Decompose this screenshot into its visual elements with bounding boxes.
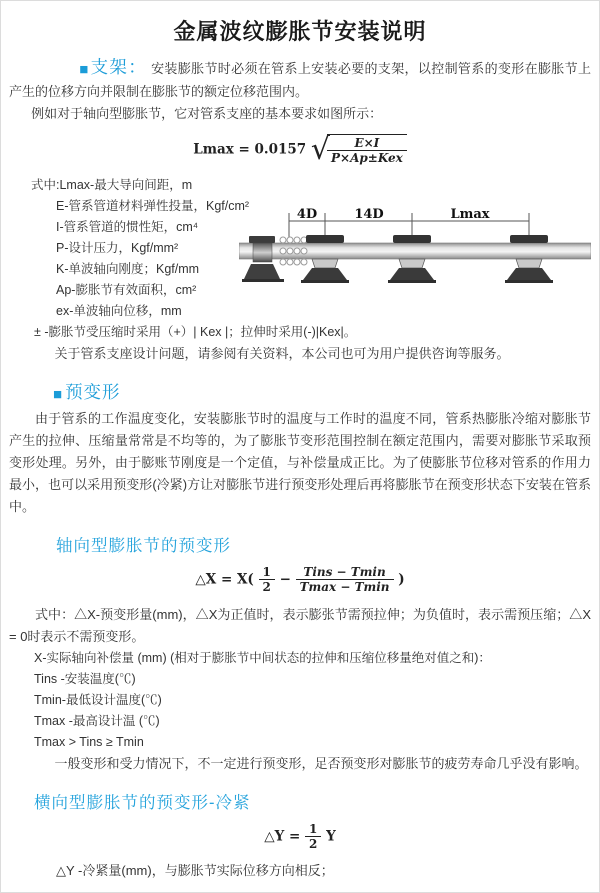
definition-line: Tmax -最高设计温 (℃) — [34, 713, 160, 728]
minus-sign: − — [279, 571, 291, 588]
bellows-icon — [280, 237, 307, 265]
support-section-heading: 支架： — [90, 57, 148, 77]
right-paren: ) — [398, 571, 405, 588]
sqrt-radical-icon: √ — [310, 132, 330, 168]
delta-x-lhs: △X = X( — [195, 571, 254, 588]
half-denominator: 2 — [262, 580, 271, 595]
section-square-icon: ■ — [79, 61, 89, 78]
delta-y-rhs: Y — [326, 827, 336, 844]
half-denominator: 2 — [309, 836, 318, 851]
definition-line: Tmin-最低设计温度(℃) — [34, 692, 162, 707]
lateral-subsection-heading: 横向型膨胀节的预变形-冷紧 — [34, 793, 251, 812]
half-numerator: 1 — [259, 565, 275, 580]
definition-line: X-实际轴向补偿量 (mm) (相对于膨胀节中间状态的拉伸和压缩位移量绝对值之和)： — [34, 650, 491, 665]
pipe-support-diagram — [239, 207, 591, 291]
pipe-support-diagram-svg — [239, 207, 591, 291]
support-example-line: 例如对于轴向型膨胀节，它对管系支座的基本要求如图所示： — [31, 106, 383, 121]
axial-note: 一般变形和受力情况下，不一定进行预变形，足否预变形对膨胀节的疲劳寿命几乎没有影响。 — [54, 755, 588, 771]
half-numerator: 1 — [305, 822, 321, 837]
definition-line: 式中:Lmax-最大导向间距，m — [31, 177, 193, 192]
predeform-section-heading: ■ 预变形 — [53, 381, 121, 403]
dimension-label-14d: 14D — [354, 206, 384, 222]
definition-line: Ap-膨胀节有效面积，cm² — [56, 282, 197, 297]
delta-y-lhs: △Y = — [264, 827, 301, 844]
axial-subsection-heading: 轴向型膨胀节的预变形 — [56, 536, 231, 555]
lmax-formula-denominator: P×Ap±Kex — [330, 151, 403, 166]
dimension-label-lmax: Lmax — [450, 206, 490, 222]
support-paragraph — [9, 56, 591, 103]
definition-line: K-单波轴向刚度；Kgf/mm — [56, 261, 200, 276]
support-definitions-block — [9, 175, 591, 322]
lmax-formula-lhs: Lmax = 0.0157 — [193, 141, 307, 158]
delta-y-formula — [9, 822, 591, 852]
plus-minus-definition: ± -膨胀节受压缩时采用（+）| Kex |；拉伸时采用(-)|Kex|。 — [34, 324, 357, 339]
temp-numerator: Tins − Tmin — [296, 565, 394, 580]
axial-explain-paragraph: 式中：△X-预变形量(mm)，△X为正值时，表示膨张节需预拉伸；为负值时，表示需预压缩；△X = 0时表示不需预变形。 — [9, 606, 591, 644]
lateral-note: △Y -冷紧量(mm)，与膨胀节实际位移方向相反； — [56, 863, 334, 879]
temp-denominator: Tmax − Tmin — [299, 580, 390, 595]
definition-line: Tmax > Tins ≥ Tmin — [34, 734, 144, 749]
predeform-paragraph: 由于管系的工作温度变化，安装膨胀节时的温度与工作时的温度不同，管系热膨胀冷缩对膨胀节产生的拉伸、压缩量常常是不均等的，为了膨胀节变形范围控制在额定范围内，需要对膨胀节采取预变形处理。另外，由于膨账节刚度是一个定值，与补偿量成正比。为了使膨胀节位移对管系的作用力最小，也可以采用预变形(冷紧)方让对膨胀节进行预变形处理后再将膨胀节在预变形状态下安装在管系中。 — [9, 410, 591, 514]
definition-line: I-管系管道的惯性矩，cm⁴ — [56, 219, 199, 234]
support-intro-text: 安装膨胀节时必须在管系上安装必要的支架，以控制管系的变形在膨胀节上产生的位移方向并限制在膨胀节的额定位移范围内。 — [9, 61, 591, 99]
page-title: 金属波纹膨胀节安装说明 — [173, 19, 427, 44]
definition-line: Tins -安装温度(℃) — [34, 671, 136, 686]
section-square-icon: ■ — [53, 385, 64, 403]
dimension-label-4d: 4D — [296, 206, 318, 222]
lmax-formula — [9, 134, 591, 166]
delta-x-formula — [9, 565, 591, 595]
definition-line: P-设计压力，Kgf/mm² — [56, 240, 179, 255]
lmax-formula-numerator: E×I — [327, 136, 407, 151]
support-note: 关于管系支座设计问题，请参阅有关资料，本公司也可为用户提供咨询等服务。 — [54, 345, 510, 361]
definition-line: ex-单波轴向位移，mm — [56, 303, 182, 318]
definition-line: E-管系管道材料弹性投量，Kgf/cm² — [56, 198, 250, 213]
